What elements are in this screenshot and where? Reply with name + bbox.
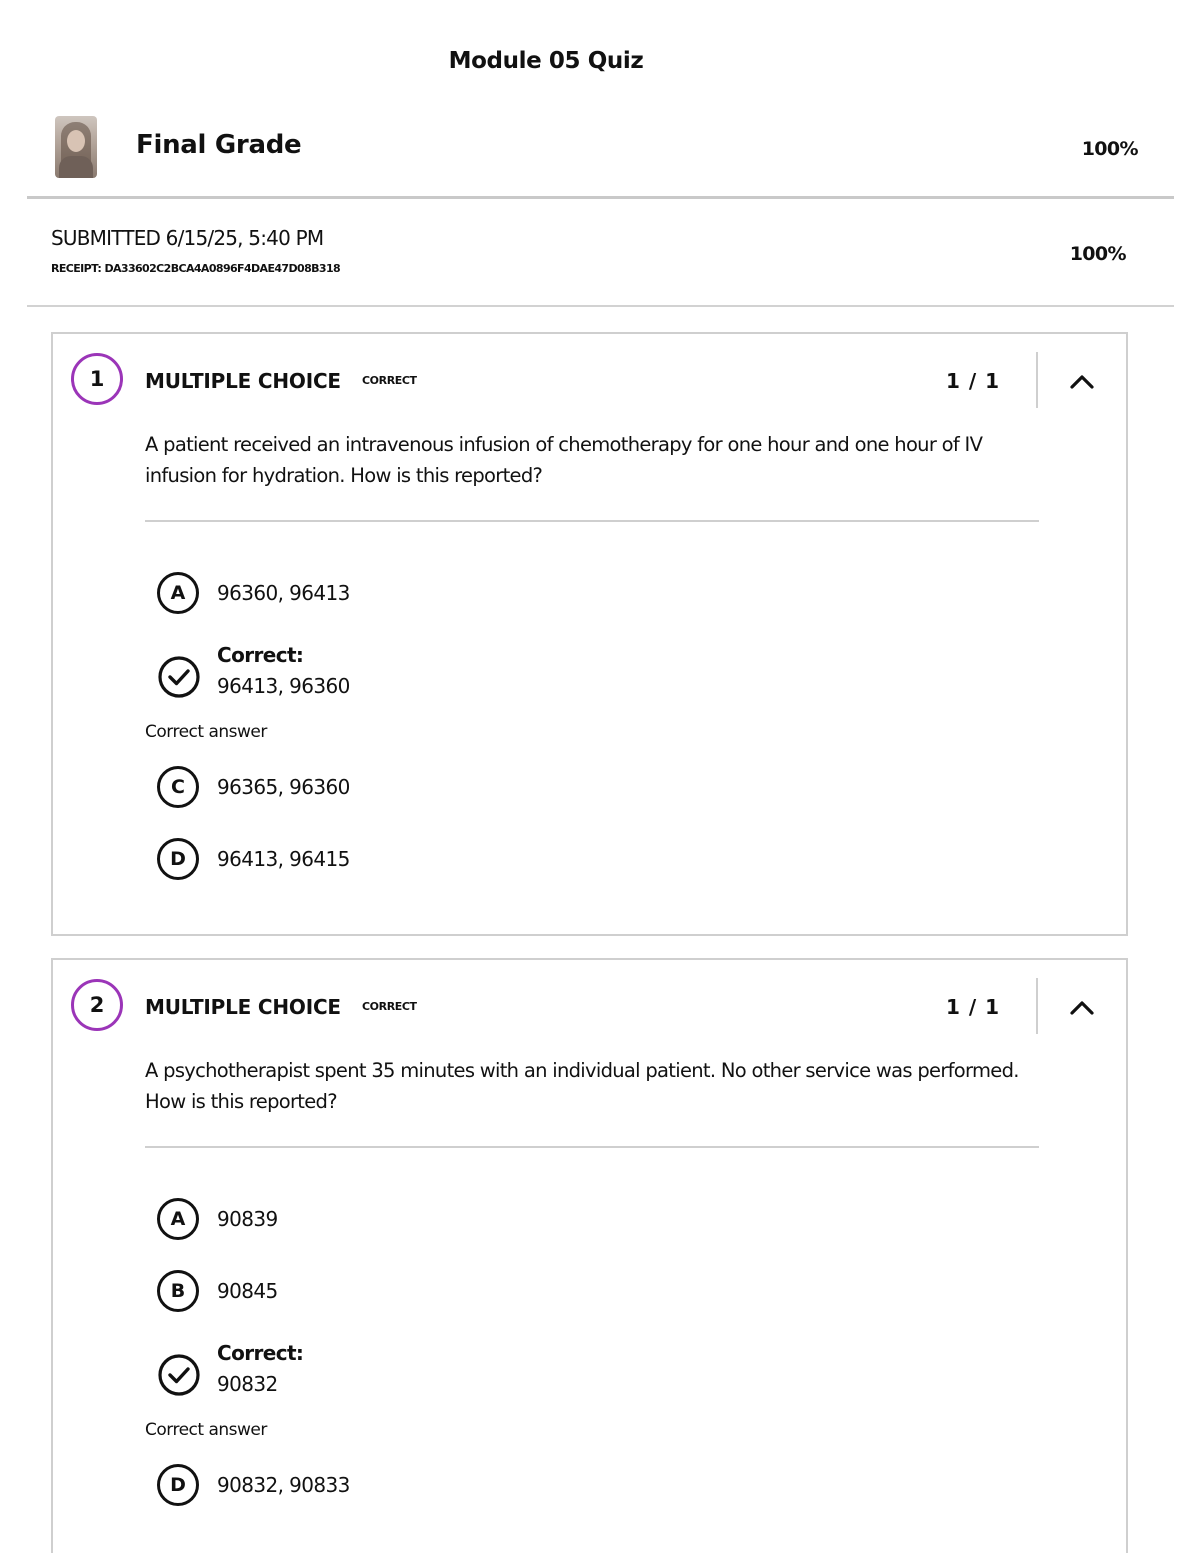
- question-status: CORRECT: [362, 374, 417, 387]
- question-type: MULTIPLE CHOICE: [145, 995, 341, 1019]
- check-circle-icon: [157, 1353, 201, 1397]
- option-text: 96413, 96415: [217, 847, 350, 871]
- question-number: 2: [71, 979, 123, 1031]
- option-letter: A: [157, 1198, 199, 1240]
- question-number: 1: [71, 353, 123, 405]
- option-text: 90839: [217, 1207, 278, 1231]
- submission-score: 100%: [1069, 243, 1126, 265]
- question-text: A patient received an intravenous infusion of chemotherapy for one hour and one hour of IV infusion for hydration. How is this reported?: [145, 433, 983, 487]
- correct-label: Correct:: [217, 643, 304, 667]
- option-letter: A: [157, 572, 199, 614]
- check-circle-icon: [157, 655, 201, 699]
- option-letter: D: [157, 1464, 199, 1506]
- page-title: Module 05 Quiz: [448, 48, 644, 74]
- question-text: A psychotherapist spent 35 minutes with an individual patient. No other service was performed. How is this reported?: [145, 1059, 1019, 1113]
- final-grade-row: [27, 110, 1174, 199]
- option-text: 96360, 96413: [217, 581, 350, 605]
- header-divider: [1036, 978, 1038, 1034]
- question-type: MULTIPLE CHOICE: [145, 369, 341, 393]
- question-divider: [145, 1146, 1039, 1148]
- chevron-up-icon: [1065, 990, 1099, 1024]
- question-status: CORRECT: [362, 1000, 417, 1013]
- correct-answer-note: Correct answer: [145, 722, 267, 742]
- question-points: 1 / 1: [946, 995, 1001, 1019]
- option-text: 90845: [217, 1279, 278, 1303]
- option-text: 96365, 96360: [217, 775, 350, 799]
- final-grade-value: 100%: [1081, 138, 1138, 160]
- final-grade-label: Final Grade: [136, 130, 302, 160]
- submitted-timestamp: SUBMITTED 6/15/25, 5:40 PM: [51, 226, 324, 250]
- correct-label: Correct:: [217, 1341, 304, 1365]
- option-letter: B: [157, 1270, 199, 1312]
- question-card-1: [51, 332, 1128, 936]
- collapse-button[interactable]: [1065, 990, 1099, 1024]
- receipt-id: RECEIPT: DA33602C2BCA4A0896F4DAE47D08B318: [51, 262, 341, 275]
- option-text: 90832, 90833: [217, 1473, 350, 1497]
- question-points: 1 / 1: [946, 369, 1001, 393]
- avatar: [55, 116, 97, 178]
- question-card-2: [51, 958, 1128, 1553]
- header-divider: [1036, 352, 1038, 408]
- chevron-up-icon: [1065, 364, 1099, 398]
- collapse-button[interactable]: [1065, 364, 1099, 398]
- question-divider: [145, 520, 1039, 522]
- option-letter: C: [157, 766, 199, 808]
- correct-answer-note: Correct answer: [145, 1420, 267, 1440]
- option-text: 96413, 96360: [217, 674, 350, 698]
- submission-row: [27, 199, 1174, 307]
- option-text: 90832: [217, 1372, 278, 1396]
- option-letter: D: [157, 838, 199, 880]
